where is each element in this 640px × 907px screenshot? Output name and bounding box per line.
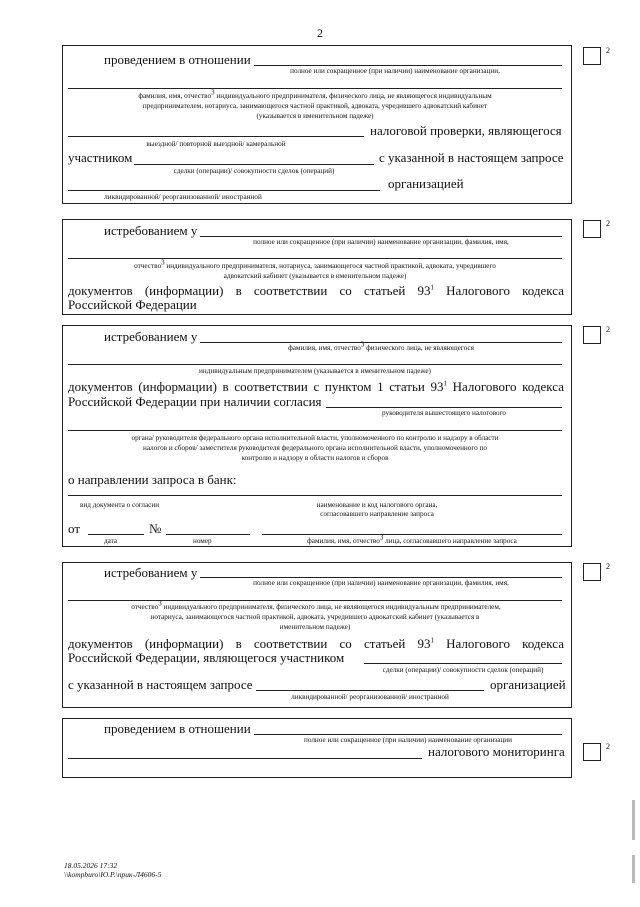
s4-hint-5: сделки (операции)/ совокупности сделок (операций): [382, 666, 544, 674]
s4-hint-2: отчество$^3$ индивидуального предпринимателя, физического лица, не являющегося индивидуальным предпринимателем,: [131, 599, 501, 611]
s3-date-line[interactable]: [88, 534, 144, 535]
s1-hint-4: (указывается в именительном падеже): [256, 112, 374, 120]
footer-timestamp: 18.05.2026 17:32: [64, 861, 118, 870]
s3-hint-8: наименование и код налогового органа,: [316, 501, 438, 509]
s2-lead: истребованием у: [104, 223, 198, 238]
s3-hint-2: индивидуальным предпринимателем (указывается в именительном падеже): [199, 367, 431, 375]
s3-hint-7: вид документа о согласии: [80, 501, 160, 509]
s4-org: организацией: [490, 677, 566, 692]
scan-edge-mark: [632, 800, 635, 840]
s1-line-5[interactable]: [68, 190, 380, 191]
s4-body-2: Российской Федерации, являющегося участником: [68, 650, 345, 665]
s3-body-2: Российской Федерации при наличии согласия: [68, 394, 322, 409]
s5-lead: проведением в отношении: [104, 721, 251, 736]
s3-hint-10: дата: [104, 537, 118, 545]
s4-body-1: документов (информации) в соответствии со статьей $93^1$ Налогового кодекса: [68, 636, 564, 651]
s4-line-3[interactable]: [364, 663, 562, 664]
checkbox-mark: 2: [606, 562, 610, 571]
s3-body-1: документов (информации) в соответствии с пунктом 1 статьи $93^1$ Налогового кодекса: [68, 379, 564, 394]
checkbox-tax-audit[interactable]: [583, 47, 601, 65]
s3-line-1[interactable]: [200, 342, 562, 343]
s3-hint-6: контролю и надзору в области налогов и сборов: [241, 454, 389, 462]
s5-line-2[interactable]: [68, 758, 422, 759]
s2-hint-2: отчество$^3$ индивидуального предпринимателя, нотариуса, занимающегося частной практикой, адвоката, учредившего: [134, 258, 496, 270]
s5-line-1[interactable]: [254, 734, 562, 735]
s3-hint-5: налогов и сборов/ заместителя руководителя федерального органа исполнительной власти, уполномоченного по: [143, 444, 487, 452]
checkbox-mark: 2: [606, 742, 610, 751]
s1-participant: участником: [68, 150, 133, 165]
s1-hint-2: фамилия, имя, отчество$^3$ индивидуального предпринимателя, физического лица, не являющегося индивидуальным: [138, 88, 492, 100]
checkbox-request-person[interactable]: [583, 326, 601, 344]
s5-monitoring: налогового мониторинга: [428, 744, 565, 759]
s2-body-2: Российской Федерации: [68, 297, 197, 312]
s1-in-request: с указанной в настоящем запросе: [379, 150, 564, 165]
s1-hint-6: сделки (операции)/ совокупности сделок (операций): [173, 167, 335, 175]
s3-line-5a[interactable]: [68, 495, 226, 496]
s3-line-4[interactable]: [68, 430, 562, 431]
s1-line-4[interactable]: [134, 164, 374, 165]
s3-hint-4: органа/ руководителя федерального органа исполнительной власти, уполномоченного по контролю и надзору в области: [131, 434, 499, 442]
footer-filepath: \\kompburo\Ю.Р.\прик-Л4606-5: [64, 870, 162, 879]
s4-line-2[interactable]: [68, 600, 562, 601]
s2-hint-3: адвокатский кабинет (указывается в именительном падеже): [223, 272, 407, 280]
page-number: 2: [317, 26, 323, 40]
checkbox-tax-monitoring[interactable]: [583, 743, 601, 761]
s2-hint-1: полное или сокращенное (при наличии) наименование организации, фамилия, имя,: [253, 238, 509, 246]
s4-hint-3: нотариуса, занимающегося частной практикой, адвоката, учредившего адвокатский кабинет (указывается в: [150, 613, 480, 621]
s3-hint-11: номер: [193, 537, 212, 545]
scan-edge-mark: [632, 855, 635, 883]
s2-line-1[interactable]: [200, 236, 562, 237]
s3-line-3[interactable]: [326, 407, 562, 408]
s1-tax-check: налоговой проверки, являющегося: [370, 123, 562, 138]
s1-hint-7: ликвидированной/ реорганизованной/ иностранной: [104, 193, 262, 201]
s3-hint-1: фамилия, имя, отчество$^3$ физического лица, не являющегося: [288, 340, 474, 352]
s3-bank: о направлении запроса в банк:: [68, 472, 237, 487]
s1-hint-3: предпринимателем, нотариуса, занимающегося частной практикой, адвоката, учредившего адвокатский кабинет: [142, 102, 488, 110]
checkbox-request-org[interactable]: [583, 220, 601, 238]
s1-line-2[interactable]: [68, 88, 562, 89]
s3-line-2[interactable]: [68, 364, 562, 365]
s4-lead: истребованием у: [104, 565, 198, 580]
s1-org: организацией: [388, 176, 464, 191]
checkbox-mark: 2: [606, 219, 610, 228]
s1-line-3[interactable]: [68, 136, 364, 137]
s3-from: от: [68, 521, 81, 536]
s1-line-1[interactable]: [254, 65, 562, 66]
s2-body-1: документов (информации) в соответствии со статьей $93^1$ Налогового кодекса: [68, 283, 564, 298]
s4-hint-6: ликвидированной/ реорганизованной/ иностранной: [291, 693, 449, 701]
s1-hint-1: полное или сокращенное (при наличии) наименование организации,: [290, 67, 500, 75]
s3-num: №: [149, 521, 162, 536]
s4-line-1[interactable]: [200, 577, 562, 578]
s1-lead: проведением в отношении: [104, 52, 251, 67]
s2-line-2[interactable]: [68, 258, 562, 259]
s5-hint-1: полное или сокращенное (при наличии) наименование организации: [304, 736, 512, 744]
s3-person-line[interactable]: [262, 534, 562, 535]
s4-line-4[interactable]: [256, 690, 484, 691]
s3-hint-3: руководителя вышестоящего налогового: [381, 409, 507, 417]
s1-hint-5: выездной/ повторной выездной/ камеральной: [146, 140, 286, 148]
s4-hint-4: именительном падеже): [279, 623, 351, 631]
s3-hint-9: согласовавшего направление запроса: [320, 510, 434, 518]
s3-number-line[interactable]: [166, 534, 250, 535]
s3-hint-12: фамилия, имя, отчество$^3$ лица, согласовавшего направление запроса: [307, 533, 517, 545]
s3-lead: истребованием у: [104, 329, 198, 344]
checkbox-mark: 2: [606, 46, 610, 55]
s4-hint-1: полное или сокращенное (при наличии) наименование организации, фамилия, имя,: [253, 579, 509, 587]
s3-line-5b[interactable]: [226, 495, 562, 496]
checkbox-request-participant[interactable]: [583, 563, 601, 581]
s4-in-request: с указанной в настоящем запросе: [68, 677, 253, 692]
checkbox-mark: 2: [606, 325, 610, 334]
